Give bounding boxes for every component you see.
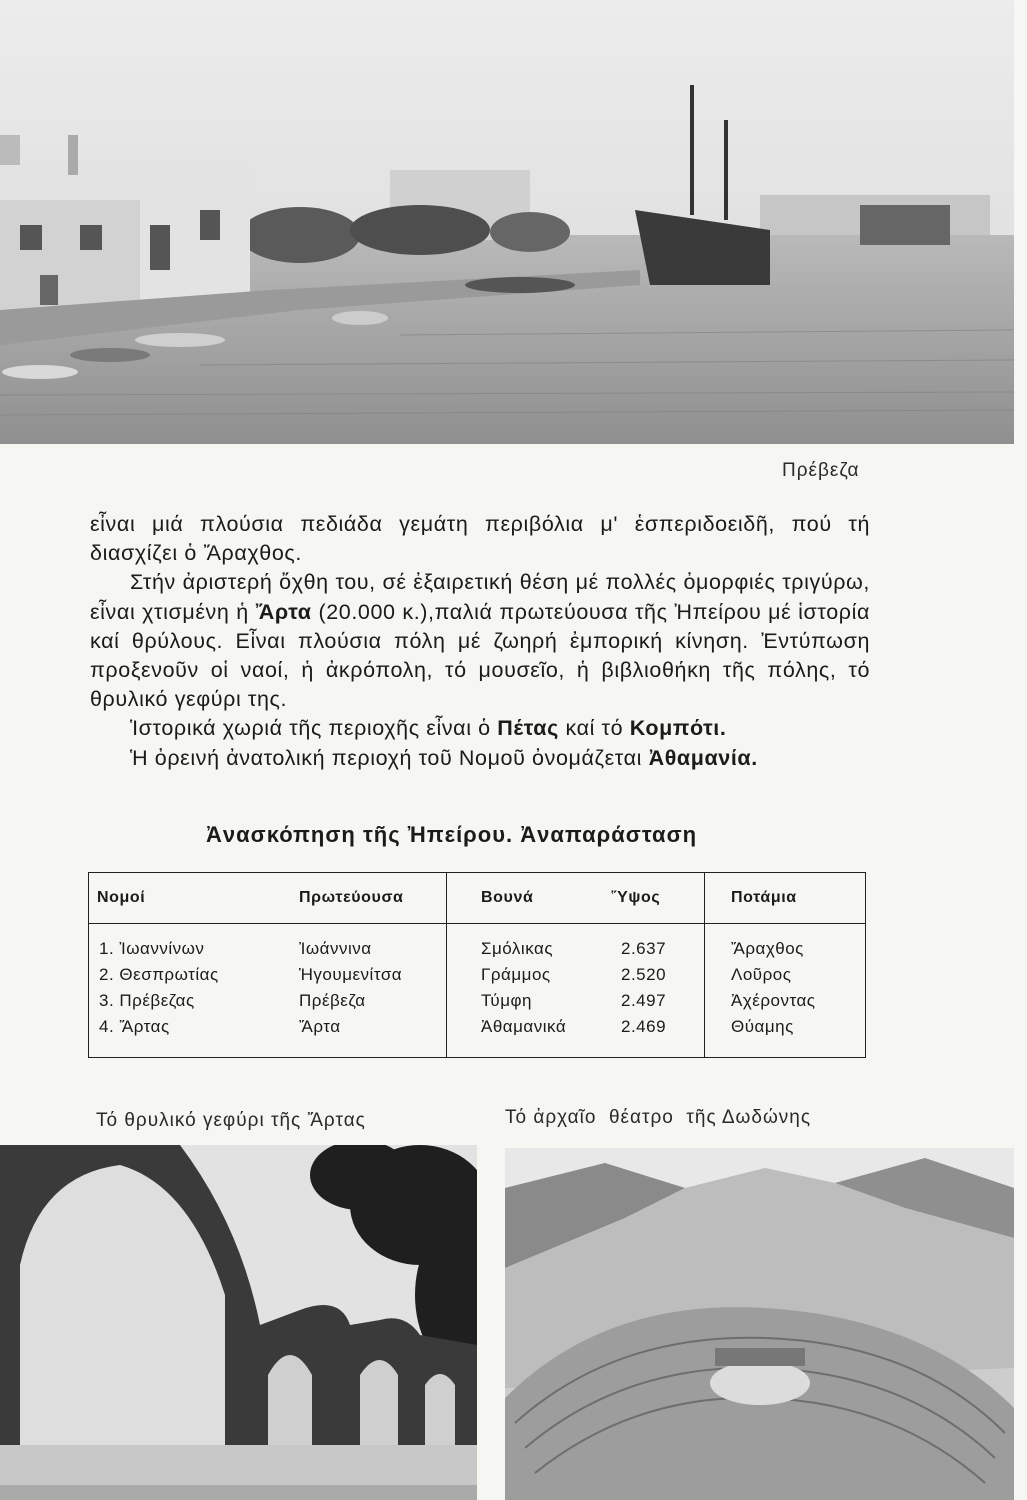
header-mountains: Βουνά — [481, 889, 534, 906]
paragraph-2: Στήν ἀριστερή ὄχθη του, σέ ἐξαιρετική θέση μέ πολλές ὀμορφιές τριγύρω, εἶναι χτισμένη ἡ Ἄρτα (20.000 κ.),παλιά πρωτεύουσα τῆς Ἠπείρου μέ ἱστορία καί θρύλους. Εἶναι πλούσια πόλη μέ ζωηρή ἐμπορική κίνηση. Ἐντύπωση προξενοῦν οἱ ναοί, ἡ ἀκρόπολη, τό μουσεῖο, ἡ βιβλιοθήκη τῆς πόλης, τό θρυλικό γεφύρι της. — [90, 570, 870, 712]
harbour-photo-icon — [0, 0, 1014, 444]
bold-athamania: Ἀθαμανία. — [648, 745, 758, 770]
header-height: Ὕψος — [611, 889, 661, 906]
paragraph-4: Ἡ ὀρεινή ἀνατολική περιοχή τοῦ Νομοῦ ὀνομάζεται Ἀθαμανία. — [130, 745, 758, 770]
arta-bridge-photo — [0, 1145, 477, 1500]
bold-arta: Ἄρτα — [255, 599, 312, 624]
bridge-photo-icon — [0, 1145, 477, 1500]
header-nomoi: Νομοί — [97, 889, 146, 906]
bold-kompoti: Κομπότι. — [629, 716, 727, 741]
photo-caption-theatre: Τό ἀρχαῖο θέατρο τῆς Δωδώνης — [505, 1107, 812, 1128]
header-capital: Πρωτεύουσα — [299, 889, 404, 906]
photo-caption-bridge: Τό θρυλικό γεφύρι τῆς Ἄρτας — [96, 1110, 366, 1131]
header-rivers: Ποτάμια — [731, 889, 797, 906]
table-row: 3. Πρέβεζας Πρέβεζα Τύμφη 2.497 Ἀχέροντας — [99, 991, 816, 1010]
bold-petas: Πέτας — [497, 716, 559, 741]
paragraph-1: εἶναι μιά πλούσια πεδιάδα γεμάτη περιβόλια μ' ἑσπεριδοειδῆ, πού τή διασχίζει ὁ Ἄραχθος. — [90, 512, 870, 566]
epirus-summary-table — [88, 872, 866, 1058]
dodona-theatre-photo — [505, 1148, 1014, 1500]
table-row: 1. Ἰωαννίνων Ἰωάννινα Σμόλικας 2.637 Ἄραχθος — [99, 939, 804, 958]
table-header — [89, 873, 865, 924]
table-row: 4. Ἄρτας Ἄρτα Ἀθαμανικά 2.469 Θύαμης — [99, 1017, 794, 1036]
body-text — [90, 510, 870, 773]
section-title: Ἀνασκόπηση τῆς Ἠπείρου. Ἀναπαράσταση — [206, 822, 698, 847]
photo-caption-preveza: Πρέβεζα — [782, 460, 860, 481]
preveza-harbour-photo — [0, 0, 1014, 444]
theatre-photo-icon — [505, 1148, 1014, 1500]
paragraph-3: Ἱστορικά χωριά τῆς περιοχῆς εἶναι ὁ Πέτας καί τό Κομπότι. — [130, 716, 727, 741]
table-row: 2. Θεσπρωτίας Ἡγουμενίτσα Γράμμος 2.520 Λοῦρος — [99, 965, 792, 984]
